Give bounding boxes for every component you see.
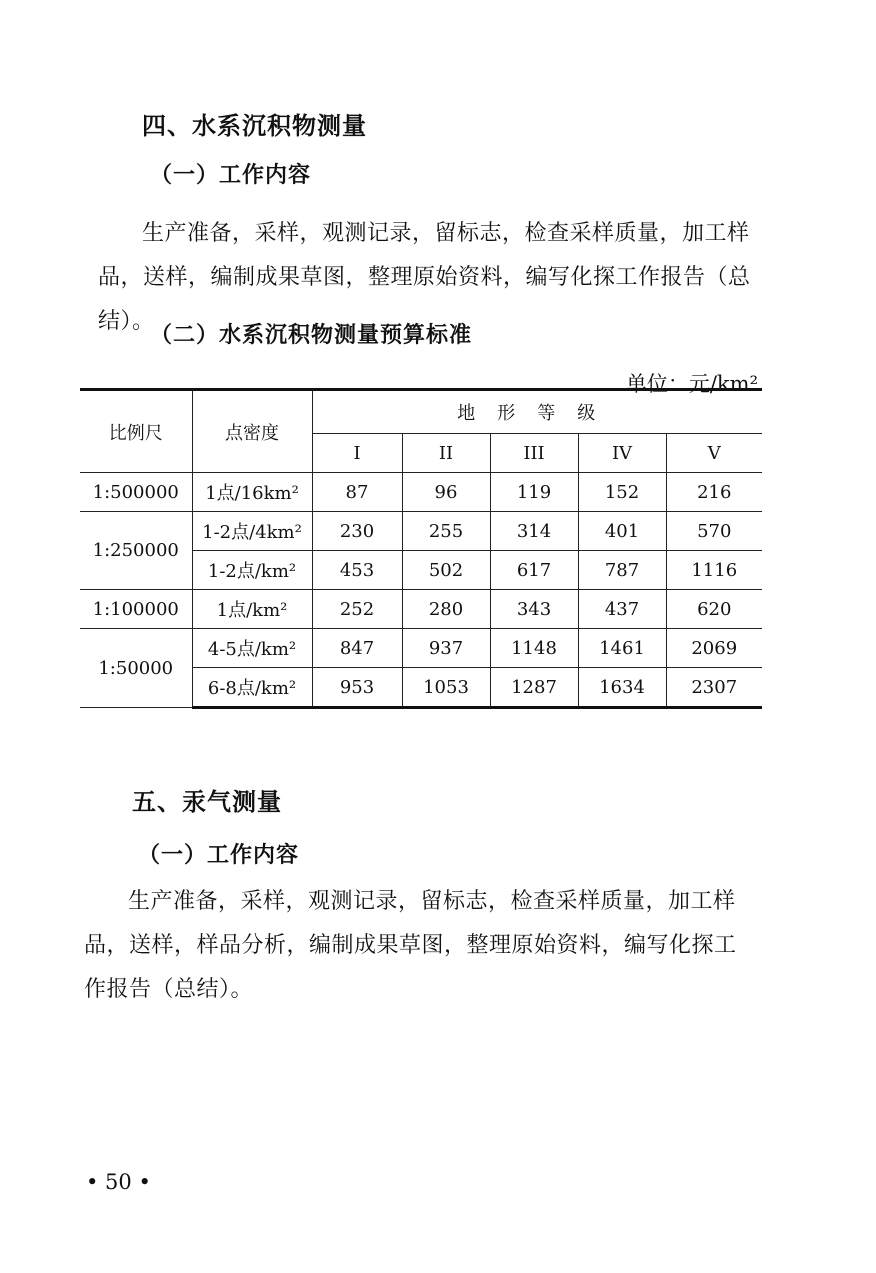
density-cell: 1点/16km² (192, 473, 312, 512)
value-cell: 953 (312, 668, 402, 708)
grade-header: I (312, 434, 402, 473)
value-cell: 230 (312, 512, 402, 551)
grade-header: V (666, 434, 762, 473)
grade-header: IV (578, 434, 666, 473)
value-cell: 1148 (490, 629, 578, 668)
value-cell: 401 (578, 512, 666, 551)
value-cell: 216 (666, 473, 762, 512)
table-row (80, 512, 762, 551)
section-5-work-content: 生产准备，采样，观测记录，留标志，检查采样质量，加工样品，送样，样品分析，编制成果草图，整理原始资料，编写化探工作报告（总结）。 (84, 889, 737, 1002)
table-row (80, 473, 762, 512)
value-cell: 847 (312, 629, 402, 668)
value-cell: 119 (490, 473, 578, 512)
value-cell: 1634 (578, 668, 666, 708)
section-4-heading: 四、水系沉积物测量 (142, 112, 367, 140)
scale-cell: 1:250000 (80, 512, 192, 590)
value-cell: 2307 (666, 668, 762, 708)
value-cell: 280 (402, 590, 490, 629)
grade-header: III (490, 434, 578, 473)
density-cell: 6-8点/km² (192, 668, 312, 708)
value-cell: 314 (490, 512, 578, 551)
section-5-sub1-heading: （一）工作内容 (138, 843, 300, 868)
section-4-work-content: 生产准备，采样，观测记录，留标志，检查采样质量，加工样品，送样，编制成果草图，整理原始资料，编写化探工作报告（总结）。 (98, 221, 751, 334)
value-cell: 620 (666, 590, 762, 629)
value-cell: 1461 (578, 629, 666, 668)
density-cell: 1-2点/4km² (192, 512, 312, 551)
value-cell: 453 (312, 551, 402, 590)
section-5-heading: 五、汞气测量 (132, 788, 282, 816)
grade-header: II (402, 434, 490, 473)
table-row (80, 629, 762, 668)
table-unit-label: 单位：元/km² (625, 372, 758, 396)
value-cell: 2069 (666, 629, 762, 668)
value-cell: 1116 (666, 551, 762, 590)
value-cell: 937 (402, 629, 490, 668)
section-4-sub2-heading: （二）水系沉积物测量预算标准 (150, 323, 473, 348)
header-terrain-grade: 地形等级 (312, 390, 762, 434)
scale-cell: 1:100000 (80, 590, 192, 629)
budget-table (80, 388, 762, 709)
value-cell: 1287 (490, 668, 578, 708)
density-cell: 1点/km² (192, 590, 312, 629)
value-cell: 152 (578, 473, 666, 512)
table-row (80, 590, 762, 629)
value-cell: 437 (578, 590, 666, 629)
value-cell: 343 (490, 590, 578, 629)
value-cell: 87 (312, 473, 402, 512)
page-number: • 50 • (86, 1170, 151, 1194)
value-cell: 617 (490, 551, 578, 590)
value-cell: 255 (402, 512, 490, 551)
scale-cell: 1:500000 (80, 473, 192, 512)
value-cell: 570 (666, 512, 762, 551)
scale-cell: 1:50000 (80, 629, 192, 708)
value-cell: 1053 (402, 668, 490, 708)
value-cell: 96 (402, 473, 490, 512)
header-density: 点密度 (192, 390, 312, 473)
value-cell: 502 (402, 551, 490, 590)
value-cell: 252 (312, 590, 402, 629)
header-scale: 比例尺 (80, 390, 192, 473)
section-4-sub1-heading: （一）工作内容 (150, 163, 312, 188)
density-cell: 4-5点/km² (192, 629, 312, 668)
density-cell: 1-2点/km² (192, 551, 312, 590)
value-cell: 787 (578, 551, 666, 590)
